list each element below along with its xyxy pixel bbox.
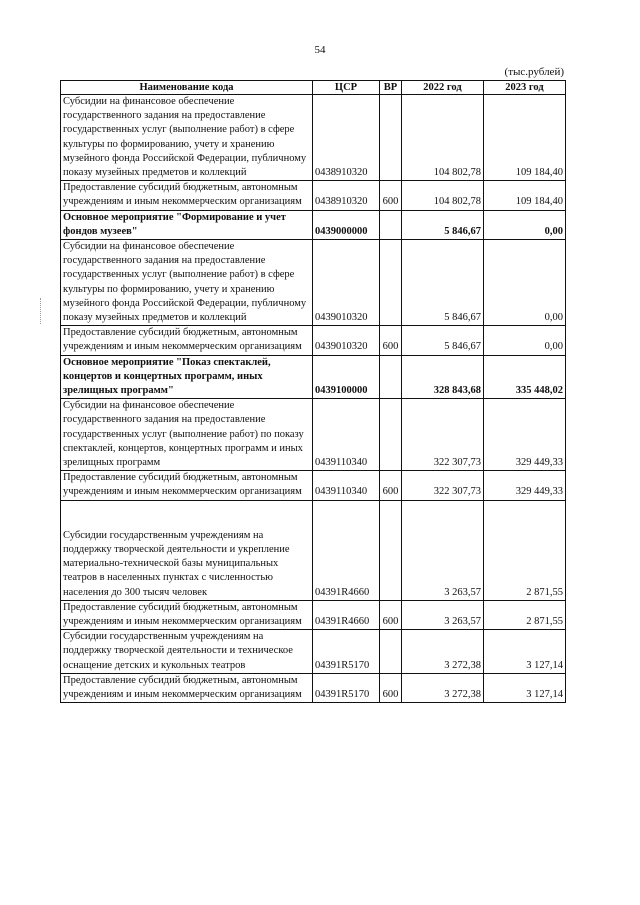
row-2022: 3 272,38 (402, 630, 484, 674)
header-csr: ЦСР (313, 81, 380, 95)
table-row (61, 95, 566, 181)
row-name: Субсидии на финансовое обеспечение государственного задания на предоставление государственных услуг (выполнение работ) в сфере культуры по формированию, учету и хранению музейного фонда Российской Федерации, публичному показу музейных предметов и коллекций (61, 95, 313, 181)
row-2023: 3 127,14 (484, 630, 566, 674)
header-2022: 2022 год (402, 81, 484, 95)
row-2022: 322 307,73 (402, 399, 484, 471)
row-2022: 104 802,78 (402, 95, 484, 181)
row-vr: 600 (380, 471, 402, 500)
header-name: Наименование кода (61, 81, 313, 95)
row-csr: 0439110340 (313, 399, 380, 471)
row-name: Субсидии государственным учреждениям на поддержку творческой деятельности и техническое оснащение детских и кукольных театров (61, 630, 313, 674)
row-2022: 5 846,67 (402, 210, 484, 239)
row-2022: 3 272,38 (402, 673, 484, 702)
header-vr: ВР (380, 81, 402, 95)
row-name: Основное мероприятие "Формирование и учет фондов музеев" (61, 210, 313, 239)
table-row (61, 326, 566, 355)
header-2023: 2023 год (484, 81, 566, 95)
row-2023: 0,00 (484, 210, 566, 239)
row-vr: 600 (380, 673, 402, 702)
row-csr: 04391R4660 (313, 500, 380, 600)
table-row (61, 673, 566, 702)
row-csr: 0439000000 (313, 210, 380, 239)
row-csr: 04391R5170 (313, 673, 380, 702)
row-2023: 2 871,55 (484, 500, 566, 600)
table-row (61, 600, 566, 629)
row-vr (380, 500, 402, 600)
table-row (61, 471, 566, 500)
row-2022: 328 843,68 (402, 355, 484, 399)
table-row (61, 630, 566, 674)
row-vr (380, 630, 402, 674)
row-name: Субсидии на финансовое обеспечение государственного задания на предоставление государственных услуг (выполнение работ) в сфере культуры по формированию, учету и хранению музейного фонда Российской Федерации, публичному показу музейных предметов и коллекций (61, 240, 313, 326)
table-row (61, 355, 566, 399)
row-name: Предоставление субсидий бюджетным, автономным учреждениям и иным некоммерческим организациям (61, 600, 313, 629)
table-row (61, 210, 566, 239)
row-csr: 0438910320 (313, 95, 380, 181)
budget-table (60, 80, 566, 703)
table-row (61, 240, 566, 326)
row-2023: 335 448,02 (484, 355, 566, 399)
row-2022: 104 802,78 (402, 181, 484, 210)
row-name: Субсидии государственным учреждениям на поддержку творческой деятельности и укрепление материально-технической базы муниципальных театров в населенных пунктах с численностью населения до 300 тысяч человек (61, 500, 313, 600)
row-2023: 109 184,40 (484, 95, 566, 181)
row-vr (380, 95, 402, 181)
row-csr: 0438910320 (313, 181, 380, 210)
header-row (61, 81, 566, 95)
row-2022: 322 307,73 (402, 471, 484, 500)
table-row (61, 399, 566, 471)
row-vr (380, 399, 402, 471)
row-2023: 329 449,33 (484, 399, 566, 471)
row-csr: 04391R5170 (313, 630, 380, 674)
row-csr: 0439110340 (313, 471, 380, 500)
row-vr: 600 (380, 326, 402, 355)
row-vr: 600 (380, 600, 402, 629)
row-2023: 0,00 (484, 240, 566, 326)
row-2022: 3 263,57 (402, 600, 484, 629)
scan-artifact (40, 298, 42, 324)
row-name: Предоставление субсидий бюджетным, автономным учреждениям и иным некоммерческим организациям (61, 673, 313, 702)
row-2023: 2 871,55 (484, 600, 566, 629)
units-label: (тыс.рублей) (504, 66, 564, 78)
table-row (61, 181, 566, 210)
row-name: Субсидии на финансовое обеспечение государственного задания на предоставление государственных услуг (выполнение работ) по показу спектаклей, концертов, концертных программ и иных зрелищных программ (61, 399, 313, 471)
row-vr (380, 210, 402, 239)
row-csr: 04391R4660 (313, 600, 380, 629)
table-row (61, 500, 566, 600)
row-2022: 3 263,57 (402, 500, 484, 600)
row-vr (380, 240, 402, 326)
row-name: Предоставление субсидий бюджетным, автономным учреждениям и иным некоммерческим организациям (61, 181, 313, 210)
page-number: 54 (314, 44, 326, 56)
row-2023: 329 449,33 (484, 471, 566, 500)
row-vr: 600 (380, 181, 402, 210)
row-2023: 109 184,40 (484, 181, 566, 210)
row-2022: 5 846,67 (402, 240, 484, 326)
row-csr: 0439010320 (313, 326, 380, 355)
row-2023: 3 127,14 (484, 673, 566, 702)
row-name: Предоставление субсидий бюджетным, автономным учреждениям и иным некоммерческим организациям (61, 326, 313, 355)
row-2023: 0,00 (484, 326, 566, 355)
row-name: Предоставление субсидий бюджетным, автономным учреждениям и иным некоммерческим организациям (61, 471, 313, 500)
row-2022: 5 846,67 (402, 326, 484, 355)
row-csr: 0439010320 (313, 240, 380, 326)
row-name: Основное мероприятие "Показ спектаклей, концертов и концертных программ, иных зрелищных программ" (61, 355, 313, 399)
row-csr: 0439100000 (313, 355, 380, 399)
row-vr (380, 355, 402, 399)
